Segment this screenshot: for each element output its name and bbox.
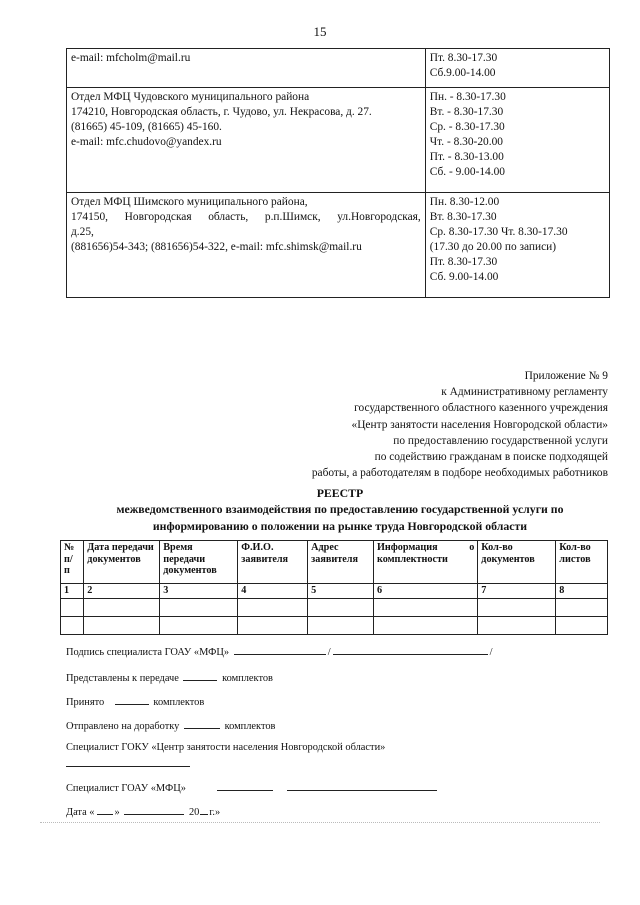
submitted-unit: комплектов [222,673,273,684]
table-cell [373,617,477,635]
table-row [67,88,610,193]
page-number: 15 [313,24,327,39]
submitted-label: Представлены к передаче [66,673,179,684]
table-row [67,193,610,298]
specialist-goau-label: Специалист ГОАУ «МФЦ» [66,783,186,794]
office-name: Отдел МФЦ Шимского муниципального района, [71,196,308,209]
hours-line: Пт. 8.30-17.30 [429,256,498,269]
table-row [61,617,608,635]
column-header: Ф.И.О. заявителя [238,541,308,584]
table-cell [373,599,477,617]
table-cell [478,617,556,635]
hours-line: Сб. 9.00-14.00 [429,271,499,284]
table-row [61,599,608,617]
date-year: 20 [188,807,200,818]
table-cell [84,617,160,635]
returned-unit: комплектов [224,721,276,732]
appendix-line: по предоставлению государственной услуги [393,434,608,447]
specialist-goau-row [66,780,439,794]
scan-noise-divider [40,822,600,823]
title-line: межведомственного взаимодействия по предоставлению государственной услуги по [116,502,564,517]
hours-line: Пт. - 8.30-13.00 [429,151,504,164]
table-cell [556,599,608,617]
signature-blank [234,644,326,655]
specialist-goau-name-blank [287,780,437,791]
title-line: информированию о положении на рынке труда Новгородской области [152,518,528,533]
table-cell [61,599,84,617]
column-header: Адрес заявителя [308,541,374,584]
accepted-unit: комплектов [153,697,205,708]
signature-row: Подпись специалиста ГОАУ «МФЦ» / / [66,644,492,658]
column-header: Время передачи документов [160,541,238,584]
appendix-number: Приложение № 9 [524,370,608,382]
accepted-row [66,694,204,708]
date-suffix: г.» [209,807,221,818]
hours-line: Сб.9.00-14.00 [429,67,496,80]
date-month-blank [124,804,184,815]
accepted-label: Принято [66,697,105,708]
signature-label: Подпись специалиста ГОАУ «МФЦ» [66,647,230,658]
specialist-goku-blank-row [66,756,190,770]
appendix-line: «Центр занятости населения Новгородской области» [351,418,608,431]
column-number: 1 [61,584,84,599]
table-cell [61,617,84,635]
hours-line: Пн. 8.30-12.00 [429,196,500,209]
contact-hours-cell [425,49,609,88]
column-header: Кол-во документов [478,541,556,584]
hours-line: Ср. - 8.30-17.30 [429,121,505,134]
title-heading: РЕЕСТР [316,486,364,500]
contact-hours-cell [425,88,609,193]
hours-line: Вт. 8.30-17.30 [429,211,497,224]
column-number: 5 [308,584,374,599]
column-number: 3 [160,584,238,599]
office-phone-email: (881656)54-343; (881656)54-322, e-mail: mfc.shimsk@mail.ru [71,241,362,254]
table-cell [160,599,238,617]
office-address-cont: д.25, [71,226,94,239]
document-title [60,485,620,534]
table-cell [308,617,374,635]
contact-address-cell [67,193,426,298]
table-cell [238,617,308,635]
hours-line: Сб. - 9.00-14.00 [429,166,505,179]
submitted-count-blank [183,670,217,681]
column-header: Кол-во листов [556,541,608,584]
hours-line: (17.30 до 20.00 по записи) [429,241,557,254]
contact-address-cell [67,88,426,193]
specialist-goau-sign-blank [217,780,273,791]
contact-line: e-mail: mfcholm@mail.ru [71,52,191,64]
table-cell [84,599,160,617]
hours-line: Вт. - 8.30-17.30 [429,106,504,119]
hours-line: Ср. 8.30-17.30 Чт. 8.30-17.30 [429,226,568,239]
appendix-line: работы, а работодателям в подборе необходимых работников [311,467,608,480]
column-header: № п/ п [61,541,84,584]
appendix-header [188,368,608,481]
table-row [67,49,610,88]
column-header: Информация о комплектности [373,541,477,584]
column-number: 2 [84,584,160,599]
date-row [66,804,220,818]
specialist-goku-label: Специалист ГОКУ «Центр занятости населения Новгородской области» [66,742,386,753]
returned-label: Отправлено на доработку [66,721,180,732]
specialist-goku-row [66,742,385,753]
date-mid: » [114,807,120,818]
mfc-contacts-table [66,48,610,298]
appendix-line: по содействию гражданам в поиске подходящей [374,450,608,463]
table-cell [238,599,308,617]
office-address: 174150, Новгородская область, р.п.Шимск, ул.Новгородская, [71,211,421,224]
table-cell [478,599,556,617]
returned-row [66,718,275,732]
appendix-line: государственного областного казенного учреждения [354,402,608,415]
column-number: 8 [556,584,608,599]
date-year-blank [200,804,208,815]
date-day-blank [97,804,113,815]
table-cell [556,617,608,635]
hours-line: Чт. - 8.30-20.00 [429,136,503,149]
hours-line: Пн. - 8.30-17.30 [429,91,506,104]
accepted-count-blank [115,694,149,705]
appendix-line: к Административному регламенту [441,386,608,399]
returned-count-blank [184,718,220,729]
table-cell [308,599,374,617]
submitted-row [66,670,273,684]
registry-table [60,540,608,635]
office-name: Отдел МФЦ Чудовского муниципального района [71,91,310,104]
date-prefix: Дата « [66,807,95,818]
office-email: e-mail: mfc.chudovo@yandex.ru [71,136,222,149]
signature-name-blank [333,644,488,655]
table-cell [160,617,238,635]
column-number: 4 [238,584,308,599]
contact-address-cell [67,49,426,88]
column-header: Дата передачи документов [84,541,160,584]
table-header-row [61,541,608,584]
table-row [61,584,608,599]
contact-hours-cell [425,193,609,298]
column-number: 6 [373,584,477,599]
office-phone: (81665) 45-109, (81665) 45-160. [71,121,222,134]
column-number: 7 [478,584,556,599]
office-address: 174210, Новгородская область, г. Чудово, ул. Некрасова, д. 27. [71,106,372,119]
hours-line: Пт. 8.30-17.30 [429,52,498,64]
specialist-goku-blank [66,756,190,767]
